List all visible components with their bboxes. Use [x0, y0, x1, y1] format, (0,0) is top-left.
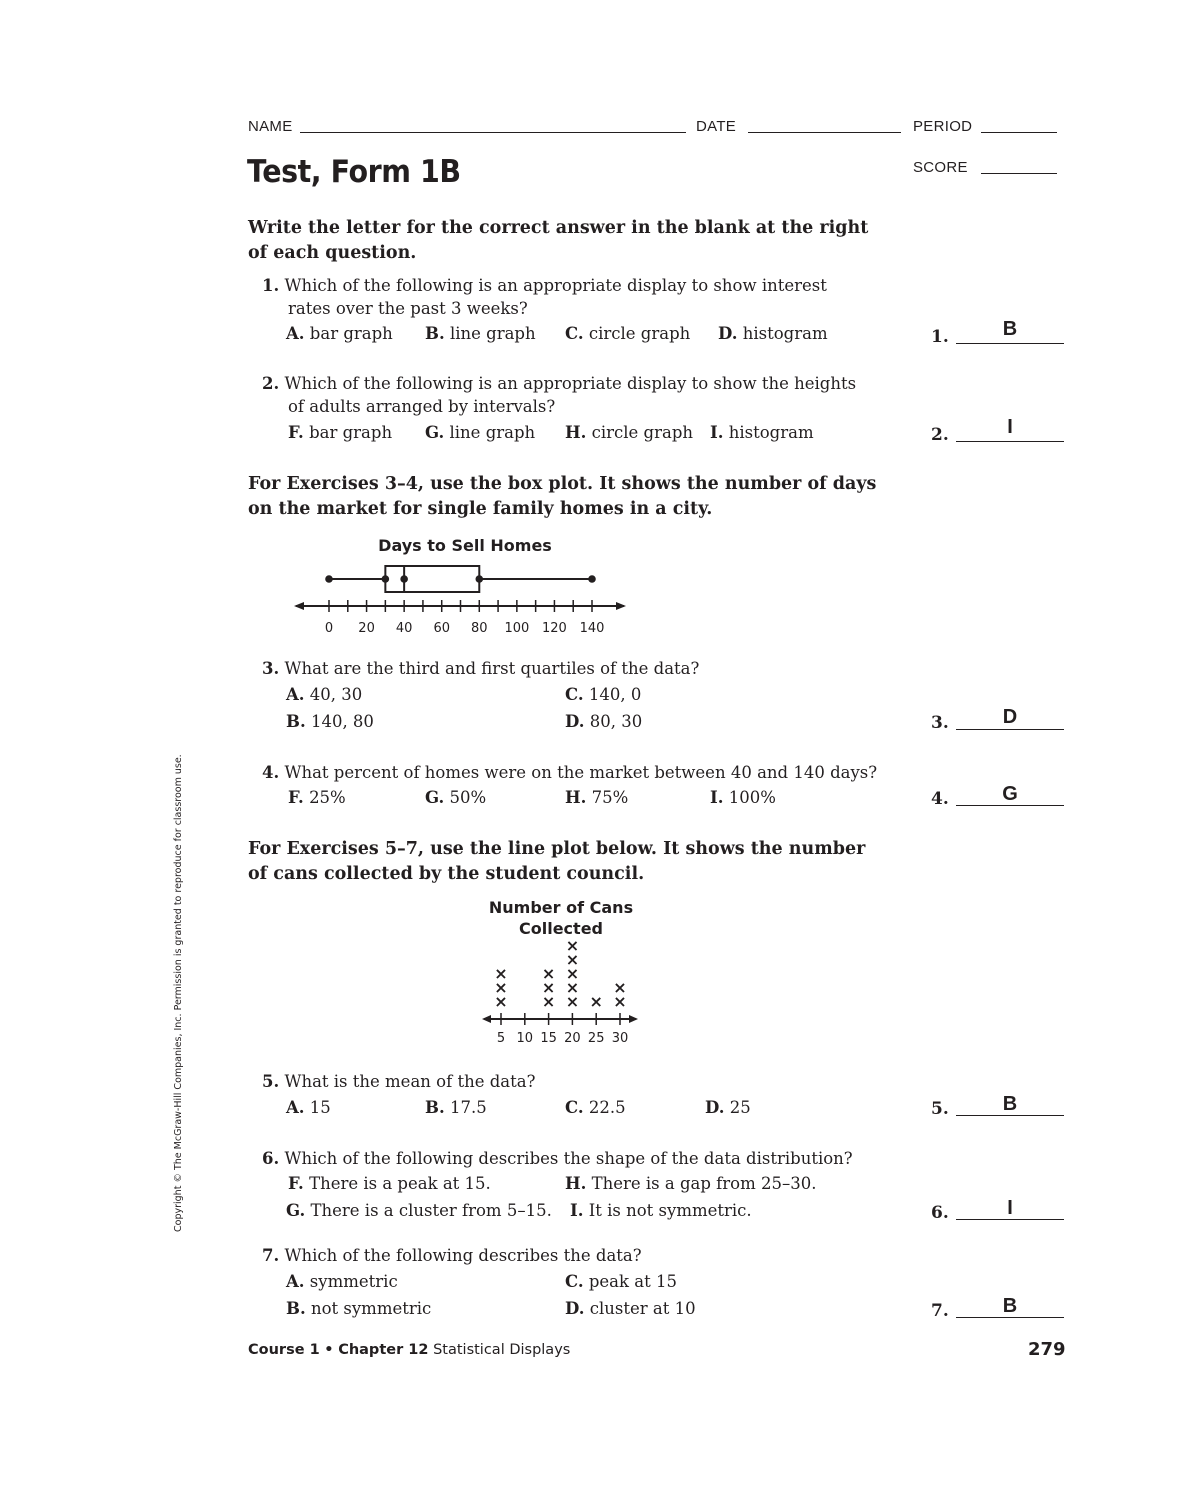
- box-plot-point-min: [325, 575, 333, 583]
- q1-option-d[interactable]: D. histogram: [718, 324, 828, 343]
- box-plot-tick-label: 80: [471, 621, 488, 636]
- line-plot-tick-label: 10: [516, 1031, 534, 1046]
- box-plot-point-q1: [382, 575, 390, 583]
- line-plot-tick-label: 30: [611, 1031, 629, 1046]
- box-plot-point-max: [588, 575, 596, 583]
- line-plot-x-mark: ×: [565, 964, 580, 983]
- box-plot-title: Days to Sell Homes: [378, 536, 552, 555]
- box-plot-point-q3: [475, 575, 483, 583]
- line-plot-x-mark: ×: [541, 992, 556, 1011]
- box-plot-tick-label: 0: [324, 621, 334, 636]
- q4-option-i[interactable]: I. 100%: [710, 788, 776, 807]
- q5-option-d[interactable]: D. 25: [705, 1098, 751, 1117]
- q2-option-h[interactable]: H. circle graph: [565, 423, 694, 442]
- question-3: 3. What are the third and first quartiles of the data?: [262, 659, 700, 678]
- line-plot-tick-label: 25: [587, 1031, 605, 1046]
- box-plot-point-median: [400, 575, 408, 583]
- question-5: 5. What is the mean of the data?: [262, 1072, 536, 1091]
- question-4: 4. What percent of homes were on the market between 40 and 140 days?: [262, 763, 878, 782]
- q3-option-a[interactable]: A. 40, 30: [286, 685, 363, 704]
- date-label: DATE: [696, 118, 737, 135]
- axis-right-arrow: [616, 602, 626, 610]
- q1-option-c[interactable]: C. circle graph: [565, 324, 691, 343]
- box-plot-tick-label: 120: [542, 621, 567, 636]
- line-plot-tick-label: 20: [564, 1031, 581, 1046]
- q1-option-a[interactable]: A. bar graph: [286, 324, 393, 343]
- answer-1-number: 1.: [931, 327, 949, 347]
- date-field[interactable]: [748, 132, 901, 133]
- line-plot-x-mark: ×: [494, 964, 508, 983]
- axis-left-arrow: [482, 1015, 491, 1023]
- answer-5-letter: B: [1002, 1093, 1018, 1115]
- period-label: PERIOD: [913, 118, 973, 135]
- q3-option-d[interactable]: D. 80, 30: [565, 712, 643, 731]
- period-field[interactable]: [981, 132, 1057, 133]
- answer-5-number: 5.: [931, 1099, 949, 1119]
- line-plot-x-mark: ×: [613, 992, 627, 1011]
- copyright-notice: Copyright © The McGraw-Hill Companies, Inc. Permission is granted to reproduce for classroom use.: [173, 754, 184, 1232]
- q6-option-g[interactable]: G. There is a cluster from 5–15.: [286, 1201, 552, 1220]
- q1-option-b[interactable]: B. line graph: [425, 324, 536, 343]
- box-plot-tick-label: 140: [579, 621, 605, 636]
- q3-option-c[interactable]: C. 140, 0: [565, 685, 642, 704]
- line-plot-tick-label: 5: [496, 1031, 506, 1046]
- exercises-3-4-instructions: For Exercises 3–4, use the box plot. It shows the number of days on the market for single family homes in a city.: [248, 474, 877, 519]
- answer-3-letter: D: [1002, 706, 1018, 728]
- q4-option-f[interactable]: F. 25%: [288, 788, 346, 807]
- box-plot-tick-label: 100: [504, 621, 530, 636]
- answer-6-number: 6.: [931, 1203, 949, 1223]
- q2-option-i[interactable]: I. histogram: [710, 423, 814, 442]
- q4-option-g[interactable]: G. 50%: [425, 788, 487, 807]
- question-7: 7. Which of the following describes the data?: [262, 1246, 642, 1265]
- answer-4-letter: G: [1002, 783, 1018, 805]
- line-plot-chart: [470, 895, 660, 1055]
- line-plot-title-line1: Number of Cans: [488, 898, 634, 917]
- q6-option-h[interactable]: H. There is a gap from 25–30.: [565, 1174, 817, 1193]
- box-plot-chart: [280, 530, 640, 640]
- main-instructions: Write the letter for the correct answer in the blank at the right of each question.: [248, 218, 869, 263]
- score-label: SCORE: [913, 159, 968, 176]
- q7-option-b[interactable]: B. not symmetric: [286, 1299, 432, 1318]
- question-2: 2. Which of the following is an appropriate display to show the heights of adults arranged by intervals?: [262, 374, 857, 416]
- answer-7-letter: B: [1002, 1295, 1018, 1317]
- line-plot-x-mark: ×: [541, 964, 556, 983]
- question-1: 1. Which of the following is an appropriate display to show interest rates over the past 3 weeks?: [262, 276, 827, 318]
- answer-1-blank[interactable]: [956, 343, 1064, 344]
- q7-option-d[interactable]: D. cluster at 10: [565, 1299, 696, 1318]
- box-plot-box: [385, 566, 479, 592]
- answer-2-number: 2.: [931, 425, 949, 445]
- answer-3-number: 3.: [931, 713, 949, 733]
- q5-option-b[interactable]: B. 17.5: [425, 1098, 487, 1117]
- answer-6-letter: I: [1007, 1197, 1013, 1219]
- answer-3-blank[interactable]: [956, 729, 1064, 730]
- line-plot-x-mark: ×: [494, 978, 508, 997]
- question-6: 6. Which of the following describes the shape of the data distribution?: [262, 1149, 853, 1168]
- q6-option-f[interactable]: F. There is a peak at 15.: [288, 1174, 491, 1193]
- footer-course-info: Course 1 • Chapter 12 Statistical Displays: [248, 1342, 571, 1358]
- line-plot-tick-label: 15: [540, 1031, 557, 1046]
- exercises-5-7-instructions: For Exercises 5–7, use the line plot below. It shows the number of cans collected by the student council.: [248, 839, 866, 884]
- answer-4-number: 4.: [931, 789, 949, 809]
- q7-option-c[interactable]: C. peak at 15: [565, 1272, 677, 1291]
- answer-1-letter: B: [1002, 318, 1018, 340]
- q2-option-f[interactable]: F. bar graph: [288, 423, 393, 442]
- page-number: 279: [1028, 1339, 1066, 1360]
- line-plot-x-mark: ×: [565, 936, 580, 955]
- line-plot-x-mark: ×: [565, 992, 580, 1011]
- name-field[interactable]: [300, 132, 686, 133]
- box-plot-tick-label: 20: [358, 621, 375, 636]
- name-label: NAME: [248, 118, 293, 135]
- line-plot-x-mark: ×: [494, 992, 508, 1011]
- q2-option-g[interactable]: G. line graph: [425, 423, 536, 442]
- page-title: Test, Form 1B: [247, 154, 461, 190]
- line-plot-title-line2: Collected: [519, 919, 603, 938]
- box-plot-tick-label: 40: [395, 621, 413, 636]
- box-plot-tick-label: 60: [433, 621, 450, 636]
- q3-option-b[interactable]: B. 140, 80: [286, 712, 374, 731]
- answer-2-blank[interactable]: [956, 441, 1064, 442]
- score-field[interactable]: [981, 173, 1057, 174]
- answer-7-number: 7.: [931, 1301, 949, 1321]
- q5-option-a[interactable]: A. 15: [286, 1098, 331, 1117]
- q5-option-c[interactable]: C. 22.5: [565, 1098, 626, 1117]
- q7-option-a[interactable]: A. symmetric: [286, 1272, 398, 1291]
- line-plot-x-mark: ×: [565, 978, 580, 997]
- line-plot-x-mark: ×: [541, 978, 556, 997]
- line-plot-x-mark: ×: [589, 992, 603, 1011]
- q6-option-i[interactable]: I. It is not symmetric.: [570, 1201, 752, 1220]
- q4-option-h[interactable]: H. 75%: [565, 788, 629, 807]
- axis-right-arrow: [629, 1015, 638, 1023]
- line-plot-x-mark: ×: [565, 950, 580, 969]
- line-plot-x-mark: ×: [613, 978, 627, 997]
- axis-left-arrow: [294, 602, 304, 610]
- answer-2-letter: I: [1007, 416, 1013, 438]
